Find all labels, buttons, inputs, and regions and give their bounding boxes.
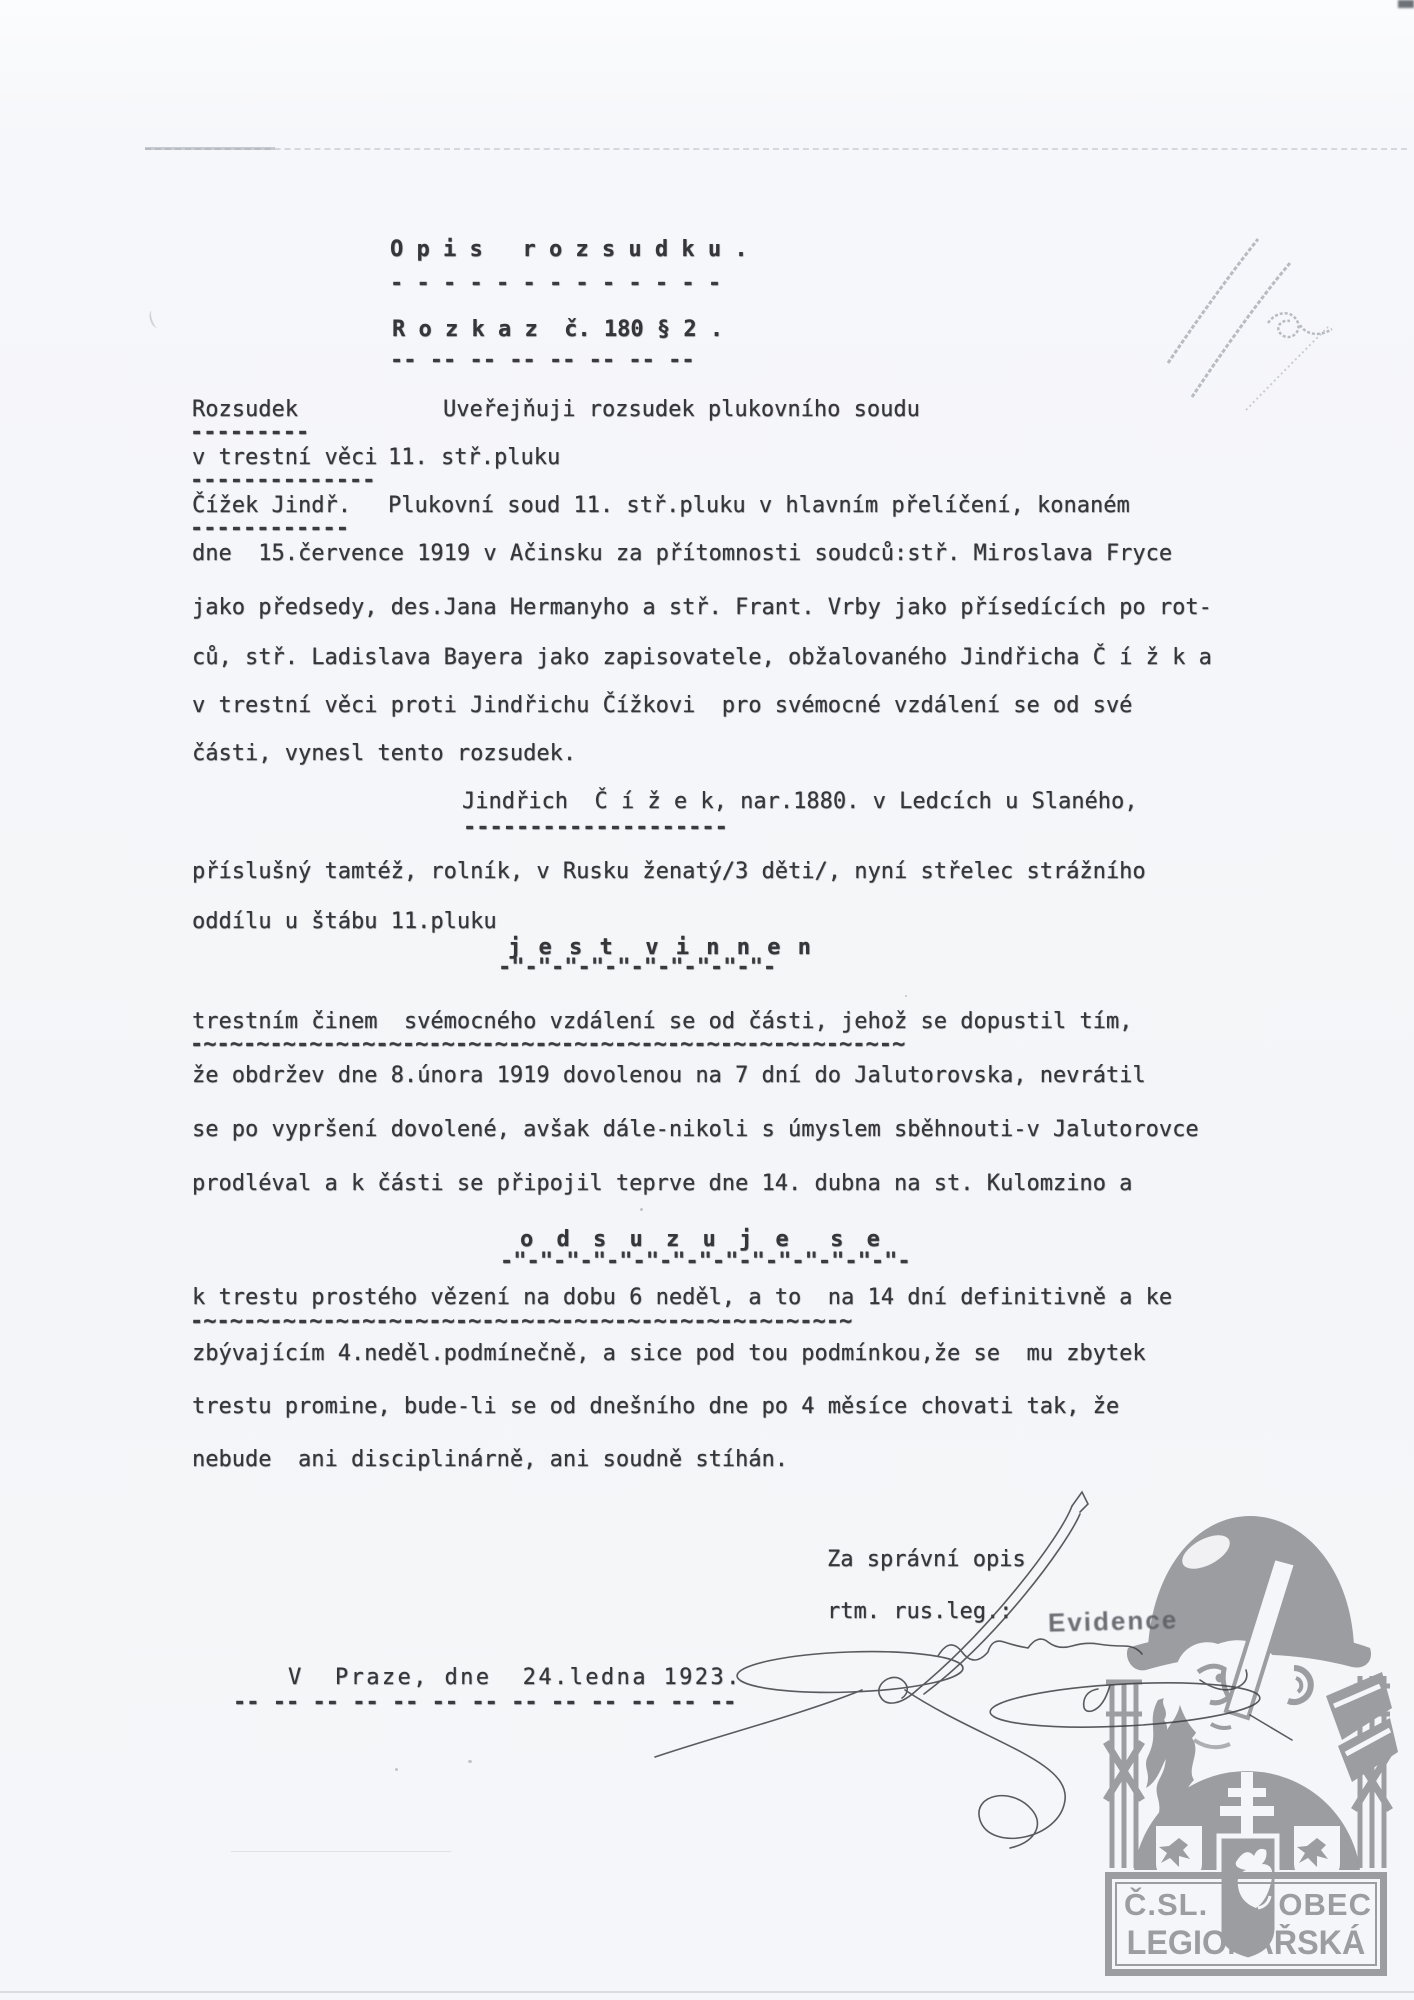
regiment-line: 11. stř.pluku bbox=[388, 445, 561, 470]
body-line: dne 15.července 1919 v Ačinsku za přítomnosti soudců:stř. Miroslava Fryce bbox=[192, 541, 1173, 566]
body-line: jako předsedy, des.Jana Hermanyho a stř. Frant. Vrby jako přísedících po rot- bbox=[192, 595, 1212, 620]
typed-underline: -~-~-~-~-~-~-~-~-~-~-~-~-~-~-~-~-~-~-~-~-~-~-~-~-~-~-~ bbox=[190, 1032, 906, 1057]
body-line: oddílu u štábu 11.pluku bbox=[192, 909, 497, 934]
typed-underline: -~-~-~-~-~-~-~-~-~-~-~-~-~-~-~-~-~-~-~-~-~-~-~-~-~ bbox=[190, 1309, 853, 1334]
signature bbox=[640, 1480, 1320, 1900]
typed-underline: -- -- -- -- -- -- -- -- -- -- -- -- -- bbox=[233, 1690, 737, 1715]
typed-underline: -"-"-"-"-"-"-"-"-"-"- bbox=[498, 955, 777, 980]
pencil-annotation bbox=[1150, 205, 1350, 415]
body-line: nebude ani disciplinárně, ani soudně stíhán. bbox=[192, 1447, 789, 1472]
typed-underline: - - - - - - - - - - - - - bbox=[390, 271, 722, 296]
typed-underline: -- -- -- -- -- -- -- -- bbox=[390, 348, 695, 373]
body-line: prodléval a k části se připojil teprve dne 14. dubna na st. Kulomzino a bbox=[192, 1171, 1133, 1196]
verdict-heading: j e s t v i n n e n bbox=[508, 935, 813, 960]
scan-artifact-top-line bbox=[145, 148, 1407, 150]
pencil-margin-mark bbox=[147, 309, 162, 329]
watermark-org-abbrev: Č.SL. bbox=[1124, 1887, 1209, 1922]
body-line: části, vynesl tento rozsudek. bbox=[192, 741, 577, 766]
margin-label-rozsudek: Rozsudek bbox=[192, 397, 298, 422]
typed-underline: -------------- bbox=[190, 468, 376, 493]
body-line: se po vypršení dovolené, avšak dále-nikoli s úmyslem sběhnouti-v Jalutorovce bbox=[192, 1117, 1199, 1142]
margin-label-osoba: Čížek Jindř. bbox=[192, 493, 351, 518]
intro-right: Uveřejňuji rozsudek plukovního soudu bbox=[443, 397, 920, 422]
closing-caption: rtm. rus.leg.: bbox=[827, 1599, 1013, 1624]
convict-name-line: Jindřich Č í ž e k, nar.1880. v Ledcích u Slaného, bbox=[462, 789, 1138, 814]
body-line: příslušný tamtéž, rolník, v Rusku ženatý/3 děti/, nyní střelec strážního bbox=[192, 859, 1146, 884]
typed-underline: -------------------- bbox=[463, 815, 728, 840]
dust-speck bbox=[468, 1760, 472, 1763]
scan-corner-smudge bbox=[1398, 0, 1414, 8]
evidence-stamp: Evidence bbox=[1047, 1604, 1179, 1638]
typed-underline: --------- bbox=[190, 420, 310, 445]
margin-label-vec: v trestní věci bbox=[192, 445, 378, 470]
sentence-heading: o d s u z u j e s e bbox=[520, 1227, 885, 1252]
scan-artifact-top-line-dark-segment bbox=[145, 147, 275, 150]
closing-caption: Za správní opis bbox=[827, 1547, 1026, 1572]
dust-speck bbox=[640, 1208, 643, 1211]
body-line: ců, stř. Ladislava Bayera jako zapisovatele, obžalovaného Jindřicha Č í ž k a bbox=[192, 645, 1212, 670]
body-line: Plukovní soud 11. stř.pluku v hlavním přelíčení, konaném bbox=[388, 493, 1130, 518]
dust-speck bbox=[905, 995, 907, 997]
watermark-org-word: OBEC bbox=[1278, 1887, 1372, 1922]
body-line: trestu promine, bude-li se od dnešního dne po 4 měsíce chovati tak, že bbox=[192, 1394, 1120, 1419]
scan-artifact-left-bottom-line bbox=[231, 1851, 451, 1852]
dust-speck bbox=[395, 1768, 398, 1771]
body-line: zbývajícím 4.neděl.podmínečně, a sice pod tou podmínkou,že se mu zbytek bbox=[192, 1341, 1146, 1366]
doc-title: O p i s r o z s u d k u . bbox=[390, 237, 748, 262]
typed-underline: ------------ bbox=[190, 516, 349, 541]
scan-bottom-edge-line bbox=[0, 1991, 1414, 1993]
sentence-line: k trestu prostého vězení na dobu 6 neděl, a to na 14 dní definitivně a ke bbox=[192, 1285, 1173, 1310]
body-line: v trestní věci proti Jindřichu Čížkovi pro svémocné vzdálení se od své bbox=[192, 693, 1133, 718]
body-line: že obdržev dne 8.února 1919 dovolenou na 7 dní do Jalutorovska, nevrátil bbox=[192, 1063, 1146, 1088]
typed-underline: -"-"-"-"-"-"-"-"-"-"-"-"-"-"-"- bbox=[500, 1249, 911, 1274]
date-line: V Praze, dne 24.ledna 1923. bbox=[288, 1665, 742, 1690]
guilt-line: trestním činem svémocného vzdálení se od části, jehož se dopustil tím, bbox=[192, 1009, 1133, 1034]
watermark-org-name: LEGIONÁŘSKÁ bbox=[1126, 1924, 1366, 1962]
order-number: R o z k a z č. 180 § 2 . bbox=[392, 317, 724, 342]
